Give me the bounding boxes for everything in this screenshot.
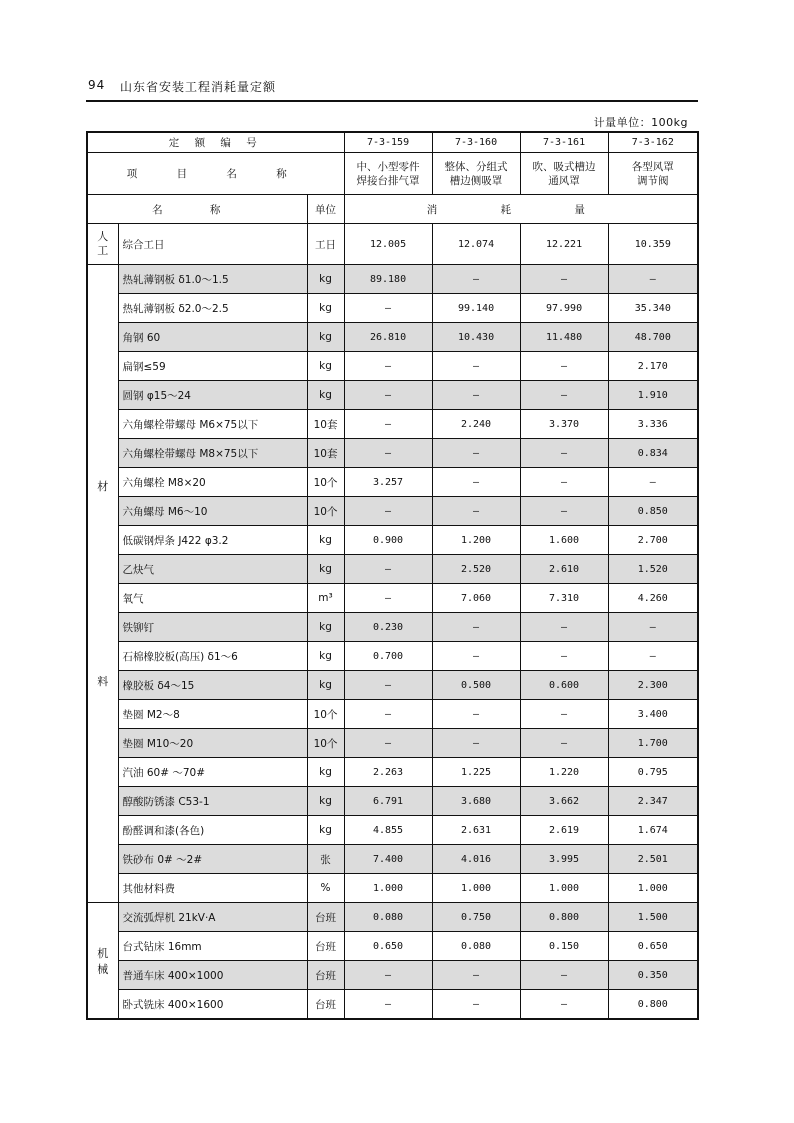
quota-code-row xyxy=(87,132,698,153)
consumption-value: — xyxy=(432,729,520,758)
consumption-value: 3.336 xyxy=(608,410,698,439)
unit-cell: 10个 xyxy=(307,468,344,497)
consumption-value: 2.347 xyxy=(608,787,698,816)
table-row xyxy=(87,816,698,845)
consumption-value: 0.600 xyxy=(520,671,608,700)
consumption-value: — xyxy=(608,265,698,294)
consumption-value: 4.260 xyxy=(608,584,698,613)
resource-name: 台式钻床 16mm xyxy=(118,932,307,961)
consumption-value: 1.220 xyxy=(520,758,608,787)
consumption-value: — xyxy=(344,671,432,700)
consumption-value: — xyxy=(432,265,520,294)
resource-name: 六角螺栓带螺母 M8×75以下 xyxy=(118,439,307,468)
consumption-value: 1.000 xyxy=(520,874,608,903)
item-name: 中、小型零件焊接台排气罩 xyxy=(344,153,432,195)
consumption-value: 0.850 xyxy=(608,497,698,526)
resource-name: 酚醛调和漆(各色) xyxy=(118,816,307,845)
quota-table xyxy=(86,131,699,1020)
unit-cell: 台班 xyxy=(307,961,344,990)
consumption-value: 12.074 xyxy=(432,224,520,265)
unit-cell: kg xyxy=(307,381,344,410)
consumption-value: 1.200 xyxy=(432,526,520,555)
consumption-value: — xyxy=(520,613,608,642)
resource-name: 垫圈 M10～20 xyxy=(118,729,307,758)
consumption-value: 0.795 xyxy=(608,758,698,787)
resource-name: 铁铆钉 xyxy=(118,613,307,642)
consumption-value: 0.700 xyxy=(344,642,432,671)
table-row xyxy=(87,729,698,758)
resource-name: 汽油 60# ～70# xyxy=(118,758,307,787)
unit-cell: 10个 xyxy=(307,497,344,526)
consumption-value: — xyxy=(344,410,432,439)
quota-code: 7-3-159 xyxy=(344,132,432,153)
col-name-header: 名 称 xyxy=(87,195,307,224)
resource-name: 垫圈 M2～8 xyxy=(118,700,307,729)
quota-code: 7-3-160 xyxy=(432,132,520,153)
consumption-value: 1.600 xyxy=(520,526,608,555)
consumption-value: 0.650 xyxy=(344,932,432,961)
table-row xyxy=(87,526,698,555)
resource-name: 六角螺母 M6～10 xyxy=(118,497,307,526)
consumption-value: — xyxy=(344,381,432,410)
consumption-value: 1.700 xyxy=(608,729,698,758)
consumption-value: 0.500 xyxy=(432,671,520,700)
consumption-value: 1.000 xyxy=(432,874,520,903)
consumption-value: — xyxy=(344,961,432,990)
column-header-row xyxy=(87,195,698,224)
consumption-value: 6.791 xyxy=(344,787,432,816)
consumption-value: 1.000 xyxy=(344,874,432,903)
consumption-value: — xyxy=(520,700,608,729)
consumption-value: 2.631 xyxy=(432,816,520,845)
consumption-value: — xyxy=(344,439,432,468)
book-title: 山东省安装工程消耗量定额 xyxy=(120,80,277,94)
unit-cell: 台班 xyxy=(307,932,344,961)
unit-cell: 10个 xyxy=(307,729,344,758)
table-row xyxy=(87,381,698,410)
consumption-value: — xyxy=(432,497,520,526)
consumption-value: — xyxy=(344,555,432,584)
unit-cell: kg xyxy=(307,265,344,294)
resource-name: 交流弧焊机 21kV·A xyxy=(118,903,307,932)
consumption-value: — xyxy=(432,352,520,381)
consumption-value: 1.000 xyxy=(608,874,698,903)
table-row xyxy=(87,642,698,671)
item-name-row xyxy=(87,153,698,195)
resource-name: 石棉橡胶板(高压) δ1～6 xyxy=(118,642,307,671)
item-name: 整体、分组式槽边侧吸罩 xyxy=(432,153,520,195)
consumption-value: — xyxy=(520,439,608,468)
table-row xyxy=(87,874,698,903)
resource-name: 铁砂布 0# ～2# xyxy=(118,845,307,874)
col-consumption-header: 消 耗 量 xyxy=(344,195,698,224)
item-name: 吹、吸式槽边通风罩 xyxy=(520,153,608,195)
consumption-value: 2.619 xyxy=(520,816,608,845)
table-row xyxy=(87,294,698,323)
unit-cell: kg xyxy=(307,758,344,787)
consumption-value: 35.340 xyxy=(608,294,698,323)
consumption-value: 0.080 xyxy=(344,903,432,932)
consumption-value: 7.310 xyxy=(520,584,608,613)
col-unit-header: 单位 xyxy=(307,195,344,224)
resource-name: 普通车床 400×1000 xyxy=(118,961,307,990)
consumption-value: — xyxy=(344,497,432,526)
consumption-value: 2.240 xyxy=(432,410,520,439)
table-row xyxy=(87,584,698,613)
consumption-value: — xyxy=(432,468,520,497)
consumption-value: — xyxy=(520,381,608,410)
table-row xyxy=(87,265,698,294)
consumption-value: 3.662 xyxy=(520,787,608,816)
unit-cell: kg xyxy=(307,352,344,381)
unit-cell: kg xyxy=(307,526,344,555)
consumption-value: 3.257 xyxy=(344,468,432,497)
consumption-value: — xyxy=(432,439,520,468)
table-row xyxy=(87,671,698,700)
consumption-value: 3.995 xyxy=(520,845,608,874)
quota-code: 7-3-162 xyxy=(608,132,698,153)
consumption-value: 0.350 xyxy=(608,961,698,990)
consumption-value: — xyxy=(520,729,608,758)
resource-name: 氧气 xyxy=(118,584,307,613)
consumption-value: — xyxy=(432,961,520,990)
consumption-value: 1.910 xyxy=(608,381,698,410)
consumption-value: 2.610 xyxy=(520,555,608,584)
consumption-value: — xyxy=(520,468,608,497)
consumption-value: 0.800 xyxy=(608,990,698,1020)
consumption-value: — xyxy=(344,990,432,1020)
consumption-value: — xyxy=(520,642,608,671)
resource-name: 六角螺栓 M8×20 xyxy=(118,468,307,497)
consumption-value: 2.300 xyxy=(608,671,698,700)
consumption-value: 3.400 xyxy=(608,700,698,729)
table-row xyxy=(87,700,698,729)
table-row xyxy=(87,555,698,584)
unit-cell: 工日 xyxy=(307,224,344,265)
consumption-value: — xyxy=(520,265,608,294)
consumption-value: 2.263 xyxy=(344,758,432,787)
unit-cell: kg xyxy=(307,613,344,642)
table-row xyxy=(87,468,698,497)
unit-cell: kg xyxy=(307,787,344,816)
quota-code: 7-3-161 xyxy=(520,132,608,153)
consumption-value: 89.180 xyxy=(344,265,432,294)
consumption-value: 0.750 xyxy=(432,903,520,932)
consumption-value: 7.060 xyxy=(432,584,520,613)
consumption-value: — xyxy=(344,729,432,758)
unit-cell: kg xyxy=(307,642,344,671)
consumption-value: 0.900 xyxy=(344,526,432,555)
consumption-value: — xyxy=(432,381,520,410)
consumption-value: 10.359 xyxy=(608,224,698,265)
resource-name: 扁钢≤59 xyxy=(118,352,307,381)
page-number: 94 xyxy=(88,78,106,92)
unit-cell: 张 xyxy=(307,845,344,874)
resource-name: 橡胶板 δ4～15 xyxy=(118,671,307,700)
resource-name: 其他材料费 xyxy=(118,874,307,903)
consumption-value: 3.370 xyxy=(520,410,608,439)
consumption-value: 1.674 xyxy=(608,816,698,845)
consumption-value: 99.140 xyxy=(432,294,520,323)
unit-cell: kg xyxy=(307,671,344,700)
table-row xyxy=(87,845,698,874)
consumption-value: — xyxy=(344,352,432,381)
item-name: 各型风罩调节阀 xyxy=(608,153,698,195)
resource-name: 六角螺栓带螺母 M6×75以下 xyxy=(118,410,307,439)
consumption-value: 2.501 xyxy=(608,845,698,874)
consumption-value: 11.480 xyxy=(520,323,608,352)
consumption-value: — xyxy=(520,352,608,381)
consumption-value: 26.810 xyxy=(344,323,432,352)
table-row xyxy=(87,758,698,787)
table-row xyxy=(87,497,698,526)
consumption-value: 2.700 xyxy=(608,526,698,555)
resource-name: 低碳钢焊条 J422 φ3.2 xyxy=(118,526,307,555)
consumption-value: — xyxy=(344,294,432,323)
consumption-value: 2.520 xyxy=(432,555,520,584)
consumption-value: — xyxy=(344,700,432,729)
measurement-unit-note: 计量单位：100kg xyxy=(593,116,688,129)
page-header xyxy=(86,72,698,102)
unit-cell: kg xyxy=(307,323,344,352)
table-row xyxy=(87,352,698,381)
consumption-value: 0.650 xyxy=(608,932,698,961)
consumption-value: 12.221 xyxy=(520,224,608,265)
unit-cell: 10套 xyxy=(307,410,344,439)
consumption-value: — xyxy=(432,990,520,1020)
consumption-value: — xyxy=(432,642,520,671)
consumption-value: 7.400 xyxy=(344,845,432,874)
table-row xyxy=(87,323,698,352)
consumption-value: 10.430 xyxy=(432,323,520,352)
table-row xyxy=(87,439,698,468)
table-row xyxy=(87,410,698,439)
consumption-value: 4.855 xyxy=(344,816,432,845)
resource-name: 热轧薄钢板 δ1.0～1.5 xyxy=(118,265,307,294)
resource-name: 圆钢 φ15～24 xyxy=(118,381,307,410)
consumption-value: 2.170 xyxy=(608,352,698,381)
resource-name: 醇酸防锈漆 C53-1 xyxy=(118,787,307,816)
consumption-value: 3.680 xyxy=(432,787,520,816)
unit-cell: % xyxy=(307,874,344,903)
category-cell: 材 料 xyxy=(87,265,118,903)
consumption-value: — xyxy=(520,961,608,990)
unit-cell: kg xyxy=(307,294,344,323)
consumption-value: — xyxy=(520,990,608,1020)
unit-cell: 台班 xyxy=(307,990,344,1020)
consumption-value: 12.005 xyxy=(344,224,432,265)
consumption-value: 48.700 xyxy=(608,323,698,352)
resource-name: 角钢 60 xyxy=(118,323,307,352)
consumption-value: 0.800 xyxy=(520,903,608,932)
consumption-value: — xyxy=(608,468,698,497)
consumption-value: 0.080 xyxy=(432,932,520,961)
consumption-value: 1.520 xyxy=(608,555,698,584)
unit-cell: kg xyxy=(307,555,344,584)
consumption-value: — xyxy=(432,700,520,729)
consumption-value: 1.225 xyxy=(432,758,520,787)
table-row xyxy=(87,787,698,816)
table-row xyxy=(87,990,698,1020)
consumption-value: 1.500 xyxy=(608,903,698,932)
table-row xyxy=(87,613,698,642)
unit-cell: 10个 xyxy=(307,700,344,729)
unit-cell: kg xyxy=(307,816,344,845)
table-row xyxy=(87,932,698,961)
resource-name: 卧式铣床 400×1600 xyxy=(118,990,307,1020)
table-row xyxy=(87,961,698,990)
consumption-value: 4.016 xyxy=(432,845,520,874)
consumption-value: — xyxy=(608,613,698,642)
category-cell: 人 工 xyxy=(87,224,118,265)
unit-cell: 台班 xyxy=(307,903,344,932)
consumption-value: — xyxy=(608,642,698,671)
resource-name: 热轧薄钢板 δ2.0～2.5 xyxy=(118,294,307,323)
item-name-label: 项 目 名 称 xyxy=(87,153,344,195)
consumption-value: 97.990 xyxy=(520,294,608,323)
consumption-value: — xyxy=(432,613,520,642)
resource-name: 乙炔气 xyxy=(118,555,307,584)
table-row xyxy=(87,224,698,265)
table-row xyxy=(87,903,698,932)
consumption-value: — xyxy=(344,584,432,613)
consumption-value: 0.150 xyxy=(520,932,608,961)
unit-cell: m³ xyxy=(307,584,344,613)
consumption-value: 0.230 xyxy=(344,613,432,642)
resource-name: 综合工日 xyxy=(118,224,307,265)
consumption-value: — xyxy=(520,497,608,526)
category-cell: 机 械 xyxy=(87,903,118,1020)
unit-cell: 10套 xyxy=(307,439,344,468)
consumption-value: 0.834 xyxy=(608,439,698,468)
quota-no-label: 定 额 编 号 xyxy=(87,132,344,153)
